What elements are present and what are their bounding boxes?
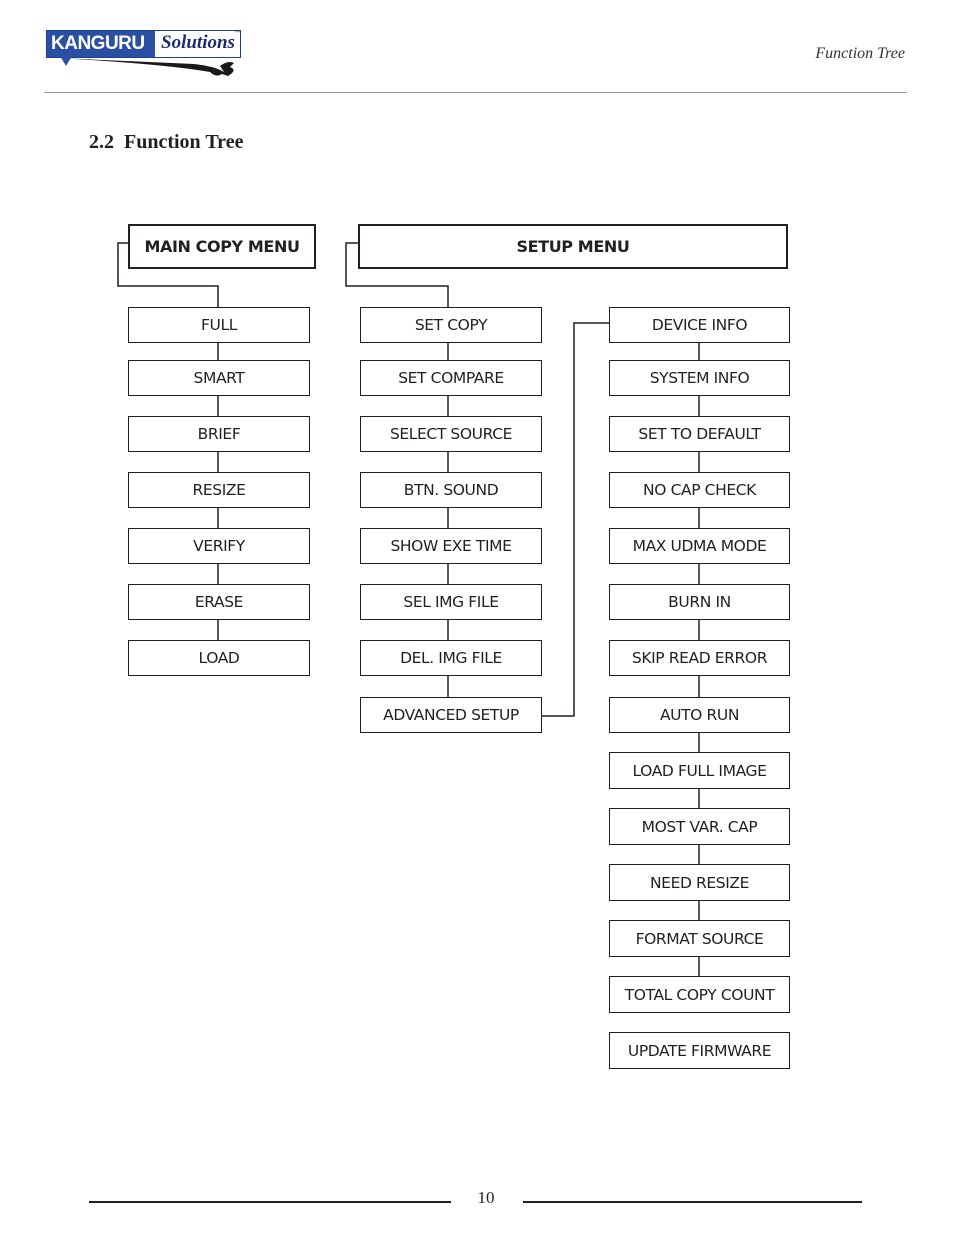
section-title-text: Function Tree	[124, 131, 244, 153]
logo-brand-text: KANGURU	[51, 33, 145, 54]
adv-item-skip-read-error: SKIP READ ERROR	[609, 640, 790, 676]
adv-item-device-info: DEVICE INFO	[609, 307, 790, 343]
menu-item-load: LOAD	[128, 640, 310, 676]
footer-rule-left	[89, 1201, 451, 1203]
running-header-title: Function Tree	[815, 45, 905, 62]
logo-trademark: ™	[234, 30, 240, 36]
menu-item-resize: RESIZE	[128, 472, 310, 508]
setup-item-show-exe-time: SHOW EXE TIME	[360, 528, 542, 564]
adv-item-format-source: FORMAT SOURCE	[609, 920, 790, 957]
setup-item-advanced-setup: ADVANCED SETUP	[360, 697, 542, 733]
section-number: 2.2	[89, 131, 114, 153]
adv-item-auto-run: AUTO RUN	[609, 697, 790, 733]
menu-item-brief: BRIEF	[128, 416, 310, 452]
footer-rule-right	[523, 1201, 862, 1203]
setup-item-set-compare: SET COMPARE	[360, 360, 542, 396]
adv-item-load-full-image: LOAD FULL IMAGE	[609, 752, 790, 789]
menu-item-verify: VERIFY	[128, 528, 310, 564]
adv-item-most-var-cap: MOST VAR. CAP	[609, 808, 790, 845]
setup-item-select-source: SELECT SOURCE	[360, 416, 542, 452]
setup-item-del-img-file: DEL. IMG FILE	[360, 640, 542, 676]
adv-item-max-udma-mode: MAX UDMA MODE	[609, 528, 790, 564]
menu-item-smart: SMART	[128, 360, 310, 396]
adv-item-no-cap-check: NO CAP CHECK	[609, 472, 790, 508]
main-copy-menu-box: MAIN COPY MENU	[128, 224, 316, 269]
setup-item-set-copy: SET COPY	[360, 307, 542, 343]
setup-item-sel-img-file: SEL IMG FILE	[360, 584, 542, 620]
menu-item-full: FULL	[128, 307, 310, 343]
adv-item-set-to-default: SET TO DEFAULT	[609, 416, 790, 452]
adv-item-total-copy-count: TOTAL COPY COUNT	[609, 976, 790, 1013]
adv-item-need-resize: NEED RESIZE	[609, 864, 790, 901]
adv-item-system-info: SYSTEM INFO	[609, 360, 790, 396]
setup-menu-box: SETUP MENU	[358, 224, 788, 269]
logo-sub-text: Solutions	[161, 32, 235, 53]
adv-item-update-firmware: UPDATE FIRMWARE	[609, 1032, 790, 1069]
page-number: 10	[477, 1188, 495, 1207]
setup-item-btn-sound: BTN. SOUND	[360, 472, 542, 508]
adv-item-burn-in: BURN IN	[609, 584, 790, 620]
menu-item-erase: ERASE	[128, 584, 310, 620]
